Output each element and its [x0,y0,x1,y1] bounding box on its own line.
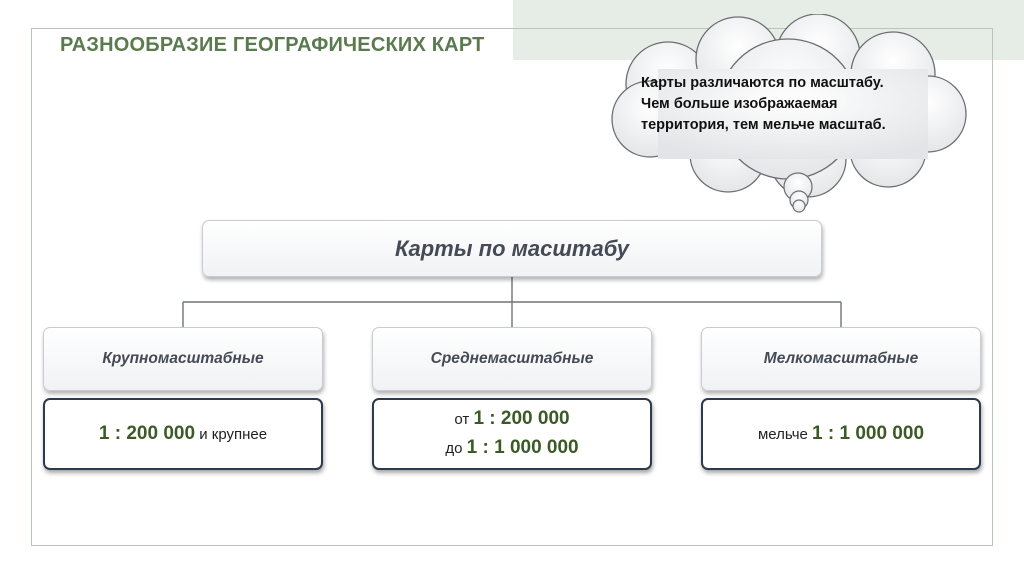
value-line [758,420,924,449]
scale-number: 1 : 1 000 000 [812,422,925,444]
scale-number: 1 : 200 000 [98,422,196,444]
value-line [454,405,569,434]
cloud-line: Карты различаются по масштабу. [641,75,884,91]
scale-suffix: и крупнее [195,425,268,443]
category-small-scale: Мелкомасштабные [701,327,981,391]
scale-prefix: мельче [757,425,813,443]
to-word: до [445,440,467,457]
from-word: от [454,411,474,428]
category-medium-scale: Среднемасштабные [372,327,652,391]
value-medium-scale [372,398,652,470]
main-box: Карты по масштабу [202,220,822,277]
value-line [99,420,267,449]
value-line [445,434,578,463]
cloud-line: территория, тем мельче масштаб. [641,117,886,133]
cloud-line: Чем больше изображаемая [641,96,838,112]
slide-title: РАЗНООБРАЗИЕ ГЕОГРАФИЧЕСКИХ КАРТ [60,34,485,56]
scale-number: 1 : 200 000 [473,408,570,429]
category-large-scale: Крупномасштабные [43,327,323,391]
scale-number: 1 : 1 000 000 [466,437,579,458]
value-large-scale [43,398,323,470]
value-small-scale [701,398,981,470]
